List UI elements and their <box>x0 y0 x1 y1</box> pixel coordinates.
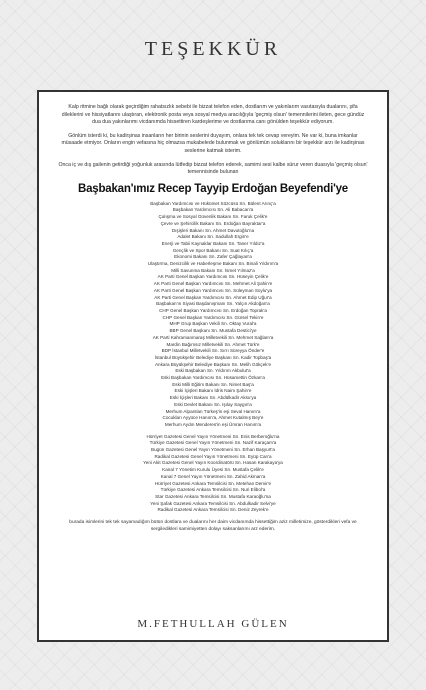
intro-paragraph-3: Onca iç ve dış gailenin getirdiği yoğunluk arasında lütfedip bizzat telefon ederek, samimi sesi kalbe sürur veren duasıyla 'geçmiş olsun' temennisinde bulunan <box>58 161 368 176</box>
press-list-item: Hürriyet Gazetesi Genel Yayın Yönetmeni Sn. Enis Berberoğlu'na <box>146 433 280 439</box>
press-list-item: Star Gazetesi Ankara Temsilcisi Sn. Mustafa Karaoğlu'na <box>155 493 271 499</box>
official-list-item: Ankara Büyükşehir Belediye Başkanı Sn. Melih Gökçek'e <box>154 361 272 367</box>
press-list-item: Radikal Gazetesi Genel Yayın Yönetmeni Sn. Eyüp Can'a <box>154 453 272 459</box>
official-list-item: Başbakan Yardımcısı Sn. Ali Babacan'a <box>172 207 254 213</box>
official-list-item: MHP Grup Başkan Vekili Sn. Oktay Vural'a <box>169 321 257 327</box>
official-list-item: Milli Savunma Bakanı Sn. İsmet Yılmaz'a <box>171 267 255 273</box>
official-list-item: AK Parti Genel Başkan Yardımcısı Sn. Hüseyin Çelik'e <box>157 274 269 280</box>
press-list-item: Yeni Akit Gazetesi Genel Yayın Koordinatörü Sn. Hasan Karakaya'ya <box>143 460 283 466</box>
official-list-item: CHP Genel Başkan Yardımcısı Sn. Gürsel Tekin'e <box>162 314 264 320</box>
officials-list <box>57 201 369 429</box>
official-list-item: Enerji ve Tabii Kaynaklar Bakanı Sn. Taner Yıldız'a <box>161 240 265 246</box>
press-list-item: Hürriyet Gazetesi Ankara Temsilcisi Sn. Metehan Demir'e <box>154 480 272 486</box>
official-list-item: BBP Genel Başkanı Sn. Mustafa Destici'ye <box>169 328 257 334</box>
headline: Başbakan'ımız Recep Tayyip Erdoğan Beyefendi'ye <box>77 182 349 195</box>
official-list-item: AK Parti Genel Başkan Yardımcısı Sn. Süleyman Soylu'ya <box>153 287 273 293</box>
press-list-item: Radikal Gazetesi Ankara Temsilcisi Sn. Deniz Zeyrek'e <box>157 507 269 513</box>
official-list-item: Gençlik ve Spor Bakanı Sn. Suat Kılıç'a <box>172 247 254 253</box>
official-list-item: CHP Genel Başkan Yardımcısı Sn. Erdoğan Toprak'a <box>159 308 267 313</box>
press-list-item: Yeni Şafak Gazetesi Ankara Temsilcisi Sn. Abdulkadir Selvi'ye <box>150 500 276 506</box>
press-list-item: Bugün Gazetesi Genel Yayın Yönetmeni Sn. Erhan Başyurt'a <box>151 447 275 453</box>
press-list-item: Türkiye Gazetesi Ankara Temsilcisi Sn. Nuri Elibol'a <box>160 487 266 493</box>
official-list-item: AK Parti Genel Başkan Yardımcısı Sn. Mehmet Ali Şahin'e <box>153 281 273 287</box>
official-list-item: Eski İçişleri Bakanı Sn. Abdülkadir Aksu'ya <box>169 395 257 401</box>
intro-paragraph-1: Kalp ritmine bağlı olarak geçirdiğim rahatsızlık sebebi ile bizzat telefon eden, dostlarım ve yakınlarım vasıtasıyla dualarını, şifa dileklerini ve hissiyatlarını ulaştıran, elektronik posta veya sosyal medya aracılığıyla 'geçmiş olsun' temennilerini ileten, gece gündüz dua dua yakınlarımı vicdanımda hissettiren kardeşlerime ve dostlarıma canı gönülden teşekkür ediyorum. <box>61 104 365 126</box>
official-list-item: Eski İçişleri Bakanı İdris Naim Şahin'e <box>174 388 252 394</box>
official-list-item: Merhum Alparslan Türkeş'in eşi Seval Hanım'a <box>165 408 261 414</box>
official-list-item: Dışişleri Bakanı Sn. Ahmet Davutoğlu'na <box>171 227 255 233</box>
official-list-item: Eski Başbakan Sn. Yıldırım Akbulut'a <box>175 368 251 374</box>
official-list-item: Adalet Bakanı Sn. Sadullah Ergin'e <box>177 234 249 240</box>
page-title: TEŞEKKÜR <box>144 38 282 60</box>
official-list-item: Eski Başbakan Yardımcısı Sn. Hüsamettin Özkan'a <box>161 375 265 381</box>
signature: M.FETHULLAH GÜLEN <box>137 618 289 630</box>
official-list-item: Başbakan'ın Siyasi Başdanışmanı Sn. Yalçın Akdoğan'a <box>156 301 270 307</box>
official-list-item: Ekonomi Bakanı Sn. Zafer Çağlayan'a <box>174 254 252 260</box>
official-list-item: Eski Devlet Bakanı Sn. Işılay Saygın'a <box>174 401 252 407</box>
official-list-item: Mardin Bağımsız Milletvekili Sn. Ahmet Türk'e <box>166 341 260 347</box>
press-list-item: Kanal 7 Genel Yayın Yönetmeni Sn. Zahid Akman'a <box>160 473 266 479</box>
press-list-item: Türkiye Gazetesi Genel Yayın Yönetmeni Sn. Nazif Karaçam'a <box>149 440 277 446</box>
intro-paragraph-2: Gönlüm isterdi ki, bu kadirşinas insanların her birinin seslerini duyayım, onlara tek tek cevap vereyim. Ne var ki, buna imkanlar müsaade etmiyor. Onların engin vefasına hiç olmazsa mukabelede bulunmak ve gönlümün soluklarını bir teşekkür arzı ile kadirşinas seslerine katmak isterim. <box>61 132 365 154</box>
official-list-item: BDP İstanbul Milletvekili Sn. Sırrı Süreyya Önder'e <box>161 348 265 354</box>
official-list-item: Ulaştırma, Denizcilik ve Haberleşme Bakanı Sn. Binali Yıldırım'a <box>147 261 279 267</box>
official-list-item: Merhum Aydın Menderes'in eşi Ümran Hanım'a <box>164 421 262 427</box>
official-list-item: AK Parti Genel Başkan Yardımcısı Sn. Ahmet Edip Uğur'a <box>154 294 272 300</box>
press-list <box>57 434 369 514</box>
closing-paragraph: burada isimlerini tek tek sayamadığım bütün dostlara ve dualarını her daim vicdanımda hissettiğim aziz milletimize, gösterdikleri vefa ve sergiledikleri samimiyetten dolayı saksanlarımı arz ederim. <box>69 520 357 532</box>
official-list-item: Başbakan Yardımcısı ve Hükümet Sözcüsü Sn. Bülent Arınç'a <box>150 200 276 206</box>
official-list-item: Çevre ve Şehircilik Bakanı Sn. Erdoğan Bayraktar'a <box>160 220 266 226</box>
official-list-item: Çalışma ve Sosyal Güvenlik Bakanı Sn. Faruk Çelik'e <box>158 214 268 220</box>
press-list-item: Kanal 7 Yönetim Kurulu Üyesi Sn. Mustafa Çelik'e <box>162 467 264 473</box>
official-list-item: Eski Milli Eğitim Bakanı Sn. Nimet Baş'a <box>172 381 254 387</box>
official-list-item: İstanbul Büyükşehir Belediye Başkanı Sn. Kadir Topbaş'a <box>154 354 272 360</box>
letter-panel <box>37 90 389 642</box>
official-list-item: Cocukları Ayyüce Hanım'a, Ahmet Kutalmış Bey'e <box>162 415 264 421</box>
official-list-item: AK Parti Kahramanmaraş Milletvekili Sn. Mehmet Sağlam'a <box>152 334 274 340</box>
